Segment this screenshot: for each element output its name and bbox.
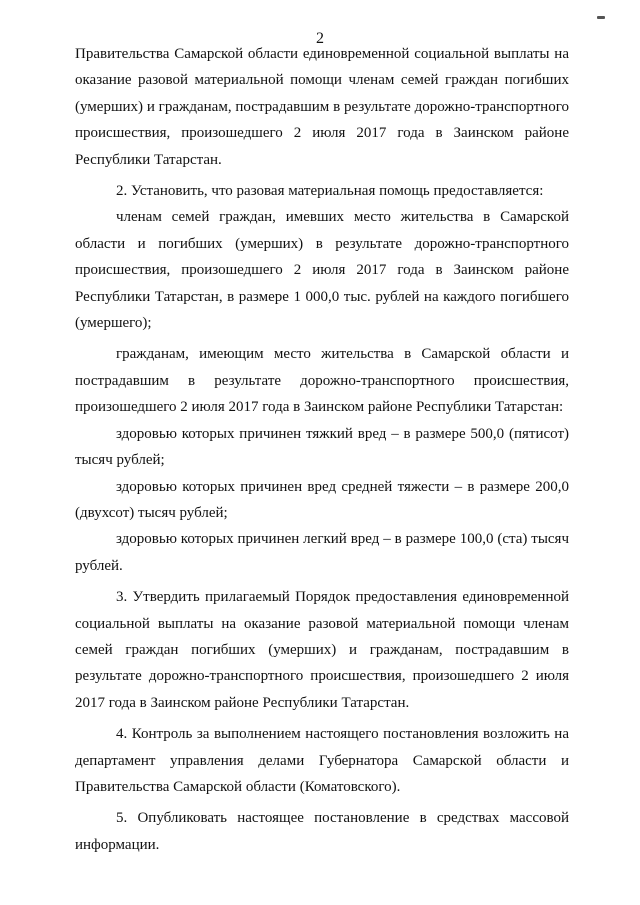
page-number: 2 bbox=[316, 30, 324, 47]
paragraph-item-3: 3. Утвердить прилагаемый Порядок предоставления единовременной социальной выплаты на оказание разовой материальной помощи членам семей граждан погибших (умерших) и гражданам, пострадавшим в результате дорожно-транспортного происшествия, произошедшего 2 июля 2017 года в Заинском районе Республики Татарстан. bbox=[75, 589, 569, 711]
paragraph-continuation: Правительства Самарской области единовременной социальной выплаты на оказание разовой материальной помощи членам семей граждан погибших (умерших) и гражданам, пострадавшим в результате дорожно-транспортного происшествия, произошедшего 2 июля 2017 года в Заинском районе Республики Татарстан. bbox=[75, 46, 569, 168]
paragraph-item-2-severe: здоровью которых причинен тяжкий вред – в размере 500,0 (пятисот) тысяч рублей; bbox=[75, 425, 569, 469]
paragraph-item-2: 2. Установить, что разовая материальная помощь предоставляется: bbox=[116, 183, 544, 200]
paragraph-item-5: 5. Опубликовать настоящее постановление в средствах массовой информации. bbox=[75, 810, 569, 853]
document-body bbox=[75, 41, 569, 858]
paragraph-item-2-medium: здоровью которых причинен вред средней тяжести – в размере 200,0 (двухсот) тысяч рублей; bbox=[75, 478, 569, 521]
paragraph-item-2-light: здоровью которых причинен легкий вред – в размере 100,0 (ста) тысяч рублей. bbox=[75, 531, 569, 574]
scan-artifact-mark bbox=[597, 16, 605, 19]
paragraph-item-4: 4. Контроль за выполнением настоящего постановления возложить на департамент управления делами Губернатора Самарской области и Правительства Самарской области (Коматовского). bbox=[75, 726, 569, 795]
paragraph-item-2-families: членам семей граждан, имевших место жительства в Самарской области и погибших (умерших) в результате дорожно-транспортного происшествия, произошедшего 2 июля 2017 года в Заинском районе Республики Татарстан, в размере 1 000,0 тыс. рублей на каждого погибшего (умершего); bbox=[75, 209, 569, 332]
paragraph-item-2-victims: гражданам, имеющим место жительства в Самарской области и пострадавшим в результате дорожно-транспортного происшествия, произошедшего 2 июля 2017 года в Заинском районе Республики Татарстан: bbox=[75, 346, 569, 416]
